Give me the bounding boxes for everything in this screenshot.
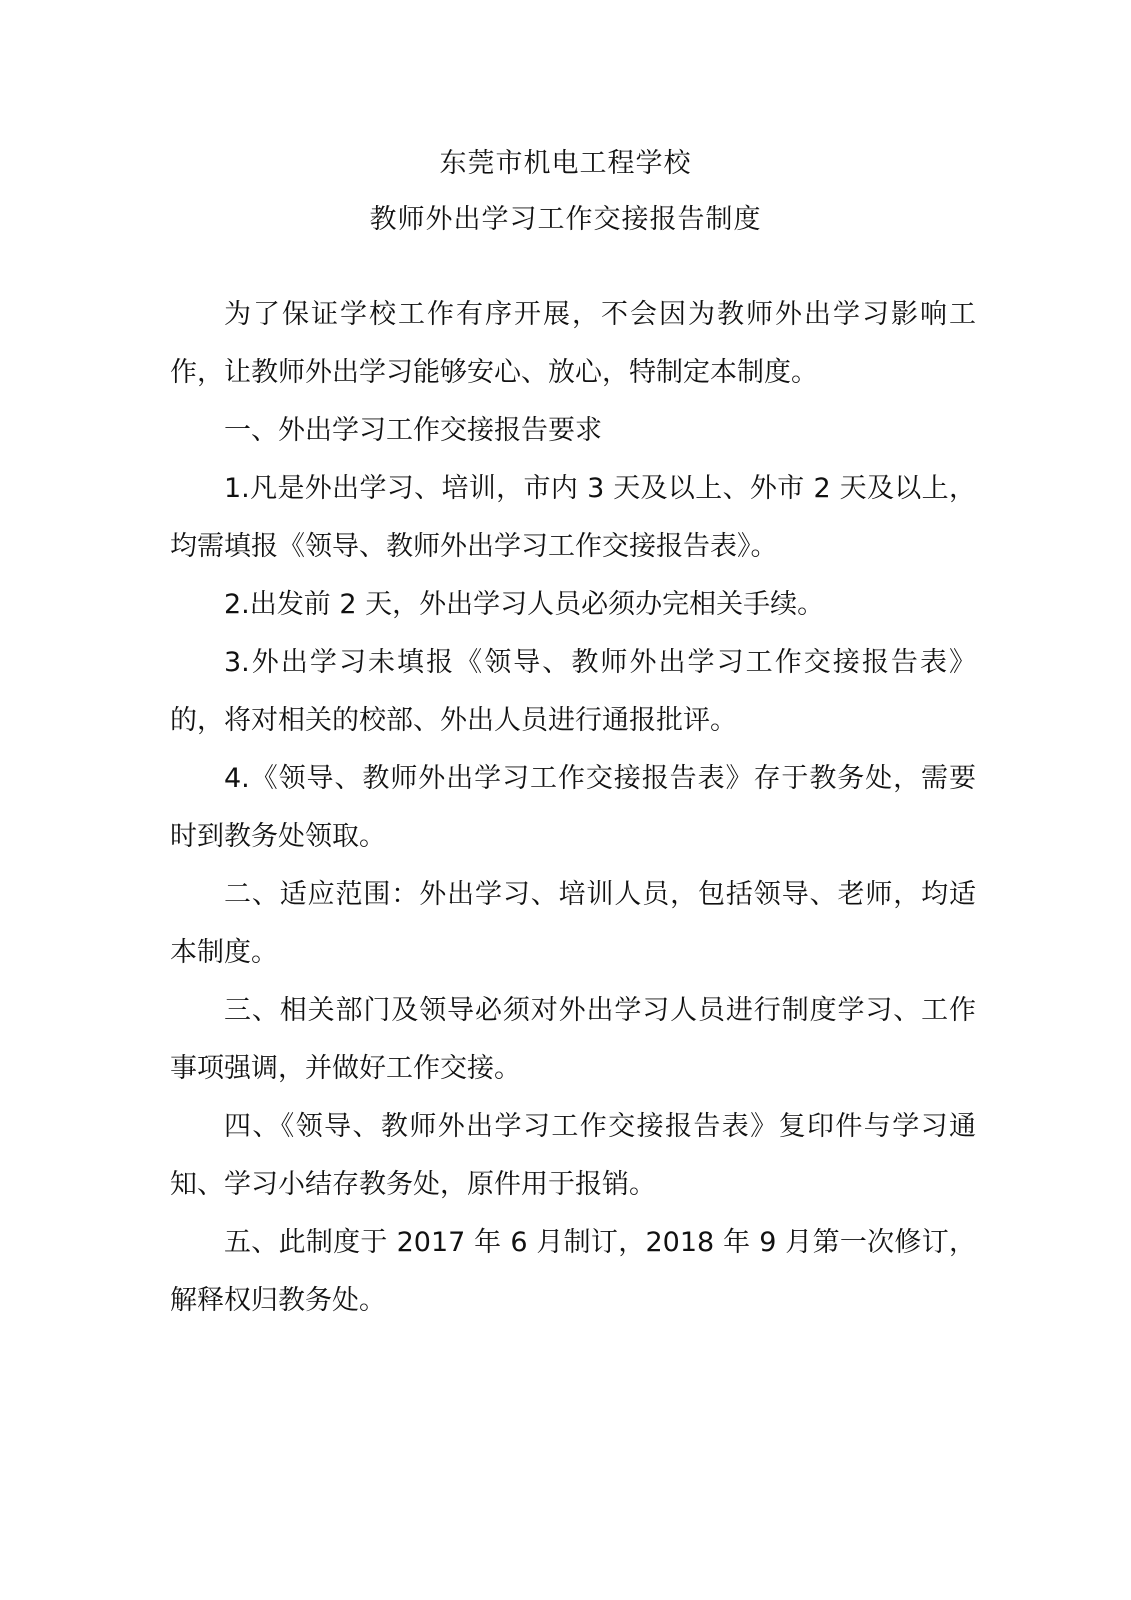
intro-paragraph: 为了保证学校工作有序开展，不会因为教师外出学习影响工作，让教师外出学习能够安心、放心，特制定本制度。 <box>170 299 976 388</box>
rule-item-2: 2.出发前 2 天，外出学习人员必须办完相关手续。 <box>224 589 825 620</box>
section-5-revision: 五、此制度于 2017 年 6 月制订，2018 年 9 月第一次修订，解释权归教务处。 <box>170 1227 976 1316</box>
school-name: 东莞市机电工程学校 <box>439 148 692 179</box>
section-3-departments: 三、相关部门及领导必须对外出学习人员进行制度学习、工作事项强调，并做好工作交接。 <box>170 995 976 1084</box>
rule-item-1: 1.凡是外出学习、培训，市内 3 天及以上、外市 2 天及以上，均需填报《领导、教师外出学习工作交接报告表》。 <box>170 473 976 562</box>
rule-item-3: 3.外出学习未填报《领导、教师外出学习工作交接报告表》的，将对相关的校部、外出人员进行通报批评。 <box>170 647 976 736</box>
rule-item-4: 4.《领导、教师外出学习工作交接报告表》存于教务处，需要时到教务处领取。 <box>170 763 976 852</box>
section-2-scope: 二、适应范围：外出学习、培训人员，包括领导、老师，均适本制度。 <box>170 879 976 968</box>
document-body <box>170 286 976 1330</box>
section-heading-1: 一、外出学习工作交接报告要求 <box>224 415 602 446</box>
document-title: 教师外出学习工作交接报告制度 <box>369 204 762 235</box>
section-4-copies: 四、《领导、教师外出学习工作交接报告表》复印件与学习通知、学习小结存教务处，原件用于报销。 <box>170 1111 976 1200</box>
